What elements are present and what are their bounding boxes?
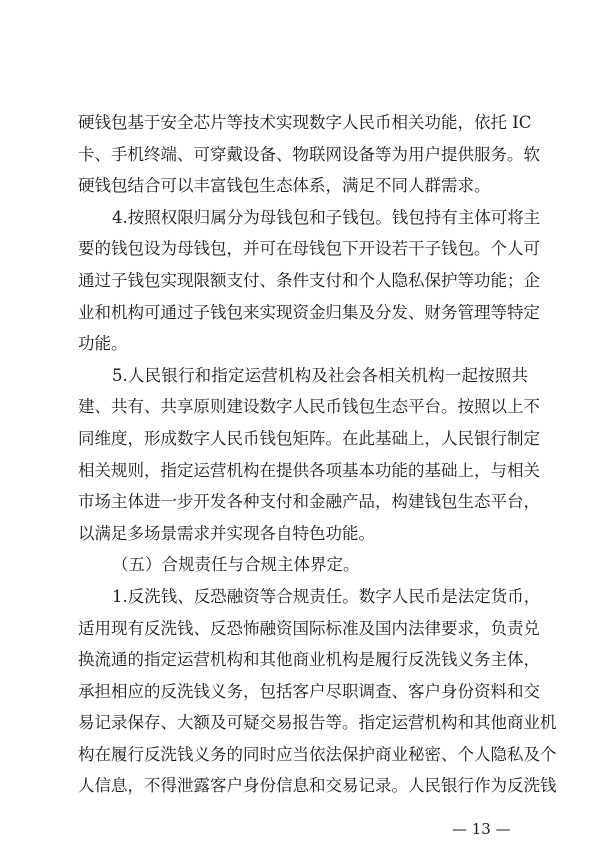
text-line: 适用现有反洗钱、反恐怖融资国际标准及国内法律要求，负责兑 [78,618,540,638]
text-line: 卡、手机终端、可穿戴设备、物联网设备等为用户提供服务。软 [78,144,540,164]
text-line: 通过子钱包实现限额支付、条件支付和个人隐私保护等功能；企 [78,270,540,290]
text-line: 5.人民银行和指定运营机构及社会各相关机构一起按照共 [112,365,528,385]
text-line: 建、共有、共享原则建设数字人民币钱包生态平台。按照以上不 [78,397,540,417]
body-text [78,107,557,802]
text-line: 以满足多场景需求并实现各自特色功能。 [78,523,375,543]
text-line: 易记录保存、大额及可疑交易报告等。指定运营机构和其他商业机 [78,713,557,733]
text-line: 要的钱包设为母钱包，并可在母钱包下开设若干子钱包。个人可 [78,239,540,259]
text-line: 硬钱包基于安全芯片等技术实现数字人民币相关功能，依托 IC [78,113,532,132]
text-line: 市场主体进一步开发各种支付和金融产品，构建钱包生态平台， [78,492,540,512]
text-line: 承担相应的反洗钱义务，包括客户尽职调查、客户身份资料和交 [78,681,540,701]
text-line: 硬钱包结合可以丰富钱包生态体系，满足不同人群需求。 [78,176,491,196]
text-line: 1.反洗钱、反恐融资等合规责任。数字人民币是法定货币， [112,586,541,606]
text-line: 4.按照权限归属分为母钱包和子钱包。钱包持有主体可将主 [112,207,541,227]
page-number: — 13 — [452,820,511,838]
text-line: 同维度，形成数字人民币钱包矩阵。在此基础上，人民银行制定 [78,428,540,448]
text-line: （五）合规责任与合规主体界定。 [112,555,360,575]
text-line: 业和机构可通过子钱包来实现资金归集及分发、财务管理等特定 [78,302,540,322]
text-line: 换流通的指定运营机构和其他商业机构是履行反洗钱义务主体， [78,650,540,670]
text-line: 构在履行反洗钱义务的同时应当依法保护商业秘密、个人隐私及个 [78,744,557,764]
text-line: 人信息，不得泄露客户身份信息和交易记录。人民银行作为反洗钱 [78,776,557,796]
text-line: 相关规则，指定运营机构在提供各项基本功能的基础上，与相关 [78,460,540,480]
text-line: 功能。 [78,334,128,354]
